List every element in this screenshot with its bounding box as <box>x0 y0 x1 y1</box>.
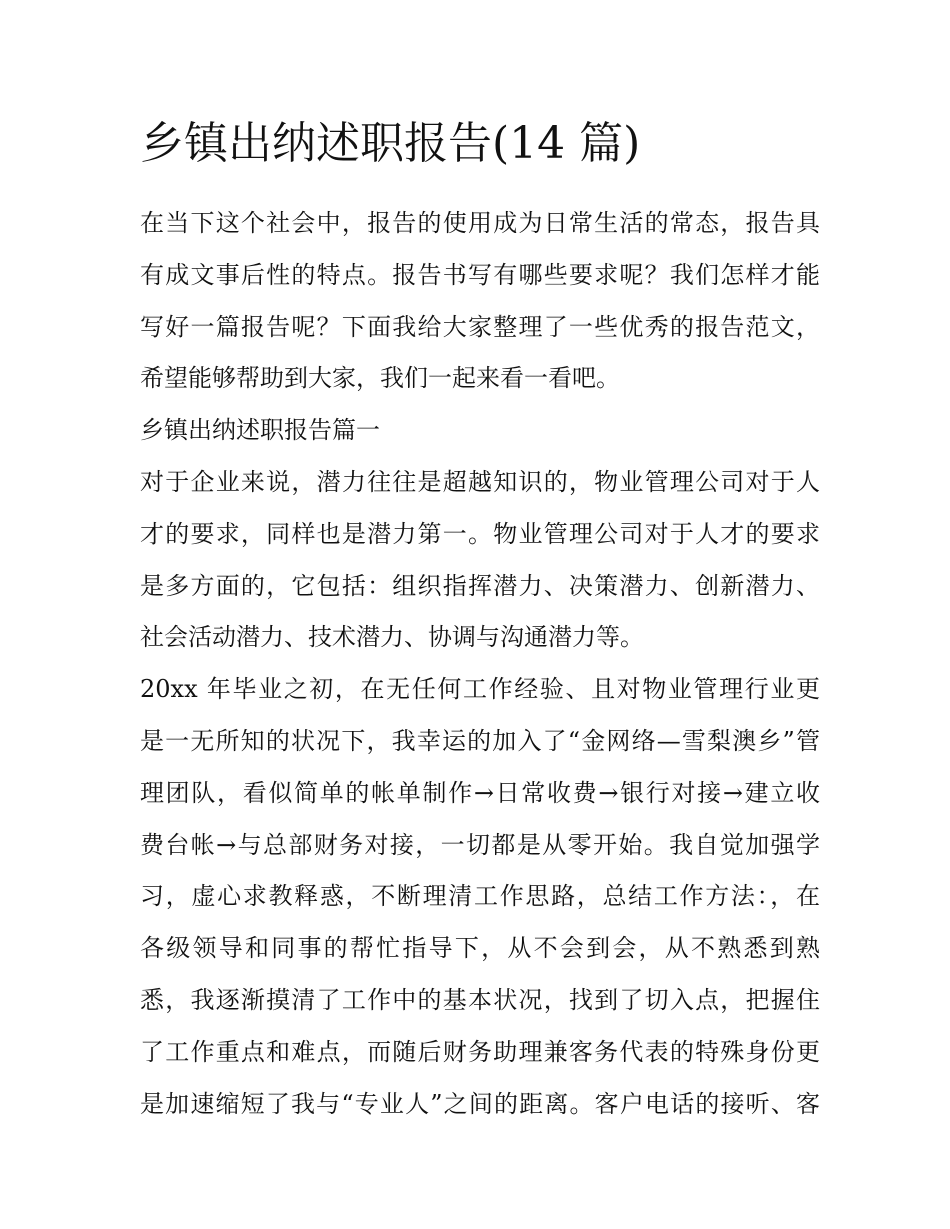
document-body <box>140 198 820 1130</box>
paragraph-line: 才的要求，同样也是潜力第一。物业管理公司对于人才的要求 <box>140 519 820 548</box>
paragraph-line: 在当下这个社会中，报告的使用成为日常生活的常态，报告具 <box>140 209 820 237</box>
paragraph-line: 有成文事后性的特点。报告书写有哪些要求呢？我们怎样才能 <box>140 260 820 289</box>
paragraph-line: 写好一篇报告呢？下面我给大家整理了一些优秀的报告范文， <box>140 312 820 341</box>
paragraph-line: 悉，我逐渐摸清了工作中的基本状况，找到了切入点，把握住 <box>140 985 820 1014</box>
paragraph-line: 希望能够帮助到大家，我们一起来看一看吧。 <box>140 364 620 393</box>
paragraph-line: 是加速缩短了我与“专业人”之间的距离。客户电话的接听、客 <box>140 1089 820 1118</box>
paragraph-line: 各级领导和同事的帮忙指导下，从不会到会，从不熟悉到熟 <box>140 934 820 963</box>
paragraph-line: 习，虚心求教释惑，不断理清工作思路，总结工作方法：，在 <box>140 882 820 911</box>
paragraph-line: 理团队，看似简单的帐单制作→日常收费→银行对接→建立收 <box>140 778 820 807</box>
document-title: 乡镇出纳述职报告(14 篇) <box>140 118 641 169</box>
paragraph-line: 是多方面的，它包括：组织指挥潜力、决策潜力、创新潜力、 <box>140 571 820 600</box>
section-heading: 乡镇出纳述职报告篇一 <box>140 416 380 445</box>
paragraph-line: 了工作重点和难点，而随后财务助理兼客务代表的特殊身份更 <box>140 1037 820 1066</box>
paragraph-line: 社会活动潜力、技术潜力、协调与沟通潜力等。 <box>140 623 644 652</box>
paragraph-line: 20xx 年毕业之初，在无任何工作经验、且对物业管理行业更 <box>140 675 820 704</box>
paragraph-line: 费台帐→与总部财务对接，一切都是从零开始。我自觉加强学 <box>140 830 820 859</box>
paragraph-line: 是一无所知的状况下，我幸运的加入了“金网络—雪梨澳乡”管 <box>140 726 820 755</box>
paragraph-line: 对于企业来说，潜力往往是超越知识的，物业管理公司对于人 <box>140 467 820 496</box>
